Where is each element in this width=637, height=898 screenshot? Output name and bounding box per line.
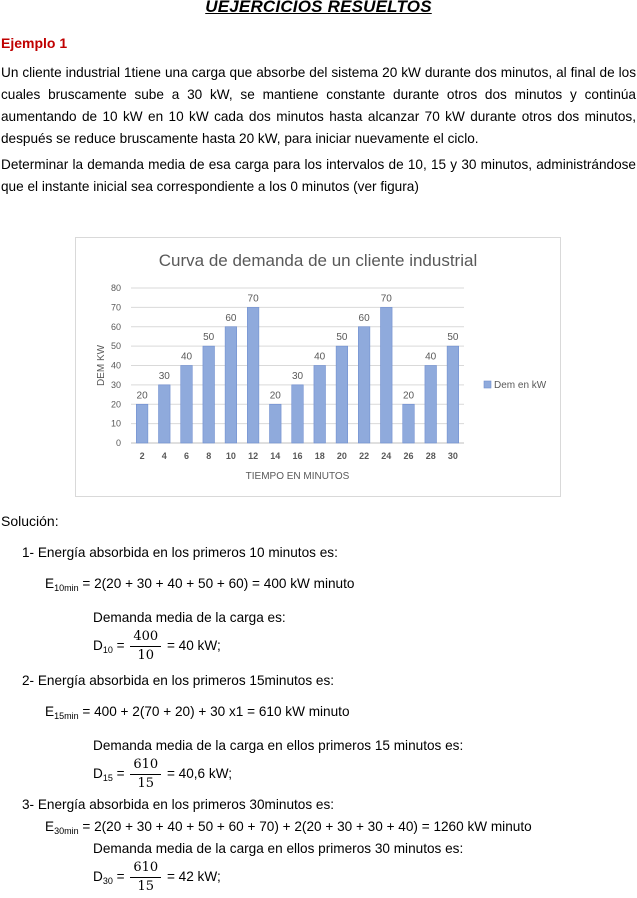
- y-tick-label: 40: [110, 360, 121, 371]
- chart-title: Curva de demanda de un cliente industrial: [158, 251, 478, 270]
- step1-energy-symbol: E: [45, 576, 55, 591]
- step2-demand-label: Demanda media de la carga en ellos primeros 15 minutos es:: [93, 738, 464, 753]
- document-title: UEJERCICIOS RESUELTOS: [205, 0, 432, 16]
- legend-swatch: [484, 381, 491, 388]
- step2-fraction: [130, 757, 161, 792]
- example-heading: Ejemplo 1: [1, 35, 68, 51]
- step3-fraction: [130, 860, 161, 895]
- bar: [381, 307, 393, 443]
- demand-chart: [75, 237, 561, 497]
- problem-question: Determinar la demanda media de esa carga para los intervalos de 10, 15 y 30 minutos, administrándose que el instante inicial sea correspondiente a los 0 minutos (ver figura): [1, 157, 636, 194]
- data-label: 70: [380, 293, 392, 305]
- bar: [159, 385, 171, 443]
- bar: [336, 346, 348, 443]
- step3-demand-label: Demanda media de la carga en ellos primeros 30 minutos es:: [93, 841, 464, 856]
- x-tick-label: 10: [225, 451, 236, 461]
- bar: [292, 385, 304, 443]
- step1-demand-symbol: D: [93, 638, 103, 654]
- step2-label: 2- Energía absorbida en los primeros 15minutos es:: [22, 673, 335, 688]
- bar: [181, 366, 193, 444]
- y-tick-label: 50: [110, 341, 121, 352]
- bar: [425, 366, 437, 444]
- x-tick-label: 8: [206, 451, 212, 461]
- step2-demand-formula: $D_{15}$ = $\frac{610}{15}$ = 40,6 kW;: [93, 757, 233, 791]
- data-label: 20: [402, 390, 415, 402]
- data-label: 20: [269, 390, 281, 402]
- x-tick-label: 6: [183, 451, 190, 461]
- x-tick-label: 12: [248, 451, 259, 461]
- bar: [203, 346, 215, 443]
- bar: [270, 404, 282, 443]
- demand-chart-svg: [76, 238, 560, 496]
- step1-label: 1- Energía absorbida en los primeros 10 minutos es:: [22, 545, 338, 560]
- y-tick-label: 20: [110, 399, 121, 410]
- problem-statement: Un cliente industrial 1tiene una carga que absorbe del sistema 20 kW durante dos minutos, al final de los cuales bruscamente sube a 30 kW, se mantiene constante durante otros dos minutos y continúa aumentando de 10 kW en 10 kW cada dos minutos hasta alcanzar 70 kW durante otros dos minutos, después se reduce bruscamente hasta 20 kW, para iniciar nuevamente el ciclo.: [1, 65, 636, 146]
- step1-demand-label: Demanda media de la carga es:: [93, 610, 286, 625]
- x-tick-label: 18: [314, 451, 325, 461]
- step2-demand-subscript: 15: [102, 773, 113, 784]
- x-tick-label: 28: [425, 451, 436, 461]
- data-label: 60: [225, 312, 237, 324]
- bar: [247, 307, 259, 443]
- solution-heading: Solución:: [1, 513, 59, 529]
- step1-numerator: 400: [130, 629, 161, 647]
- step2-denominator: 15: [137, 776, 155, 791]
- y-axis-label: DEM KW: [96, 344, 107, 387]
- data-label: 40: [425, 351, 437, 363]
- step3-denominator: 15: [137, 879, 155, 894]
- step2-energy-expression: = 400 + 2(70 + 20) + 30 x1 = 610 kW minuto: [78, 704, 350, 719]
- bar: [225, 327, 237, 443]
- legend-label: Dem en kW: [494, 380, 547, 391]
- y-tick-label: 80: [110, 283, 121, 293]
- data-label: 40: [180, 351, 193, 363]
- data-label: 30: [158, 370, 170, 382]
- step3-energy: [45, 819, 532, 834]
- x-tick-label: 14: [270, 451, 281, 461]
- data-label: 70: [247, 293, 259, 305]
- step2-energy: [45, 704, 350, 719]
- data-label: 60: [358, 312, 370, 324]
- x-tick-label: 2: [139, 451, 145, 461]
- x-tick-label: 30: [447, 451, 458, 461]
- step3-label: 3- Energía absorbida en los primeros 30minutos es:: [22, 797, 335, 812]
- step3-demand-symbol: D: [93, 869, 103, 885]
- step3-demand-formula: $D_{30}$ = $\frac{610}{15}$ = 42 kW;: [93, 860, 221, 894]
- step1-energy-expression: = 2(20 + 30 + 40 + 50 + 60) = 400 kW minuto: [78, 576, 355, 591]
- step1-demand-subscript: 10: [102, 645, 113, 656]
- bar: [447, 346, 459, 443]
- x-axis-label: TIEMPO EN MINUTOS: [245, 471, 350, 482]
- step2-energy-subscript: 15min: [54, 711, 79, 721]
- x-tick-label: 26: [403, 451, 414, 461]
- x-tick-label: 22: [359, 451, 370, 461]
- y-tick-label: 30: [110, 379, 121, 390]
- x-tick-label: 24: [381, 451, 392, 461]
- bar: [358, 327, 370, 443]
- data-label: 20: [136, 390, 148, 402]
- x-tick-label: 4: [161, 451, 167, 461]
- step3-numerator: 610: [130, 860, 161, 878]
- y-tick-label: 60: [110, 321, 121, 332]
- step2-demand-symbol: D: [93, 766, 103, 782]
- bar: [136, 404, 148, 443]
- step2-result: = 40,6 kW;: [163, 766, 233, 782]
- step3-energy-subscript: 30min: [54, 826, 79, 836]
- step1-fraction: [130, 629, 161, 664]
- bar: [314, 366, 326, 444]
- x-tick-label: 20: [336, 451, 347, 461]
- step1-energy: [45, 576, 354, 591]
- x-tick-label: 16: [292, 451, 303, 461]
- step1-energy-subscript: 10min: [54, 583, 79, 593]
- step1-demand-formula: $D_{10}$ = $\frac{400}{10}$ = 40 kW;: [93, 629, 221, 663]
- data-label: 30: [291, 370, 304, 382]
- step3-result: = 42 kW;: [163, 869, 221, 885]
- step2-energy-symbol: E: [45, 704, 55, 719]
- y-tick-label: 10: [110, 418, 121, 429]
- step1-denominator: 10: [137, 648, 155, 663]
- step3-energy-symbol: E: [45, 819, 55, 834]
- step3-demand-subscript: 30: [102, 876, 113, 887]
- data-label: 50: [203, 332, 215, 344]
- bar: [403, 404, 415, 443]
- y-tick-label: 0: [115, 438, 121, 448]
- step1-result: = 40 kW;: [163, 638, 221, 654]
- y-tick-label: 70: [110, 302, 121, 313]
- data-label: 50: [336, 332, 348, 344]
- step3-energy-expression: = 2(20 + 30 + 40 + 50 + 60 + 70) + 2(20 + 30 + 30 + 40) = 1260 kW minuto: [78, 819, 532, 834]
- step2-numerator: 610: [130, 757, 161, 775]
- data-label: 50: [447, 332, 459, 344]
- data-label: 40: [314, 351, 326, 363]
